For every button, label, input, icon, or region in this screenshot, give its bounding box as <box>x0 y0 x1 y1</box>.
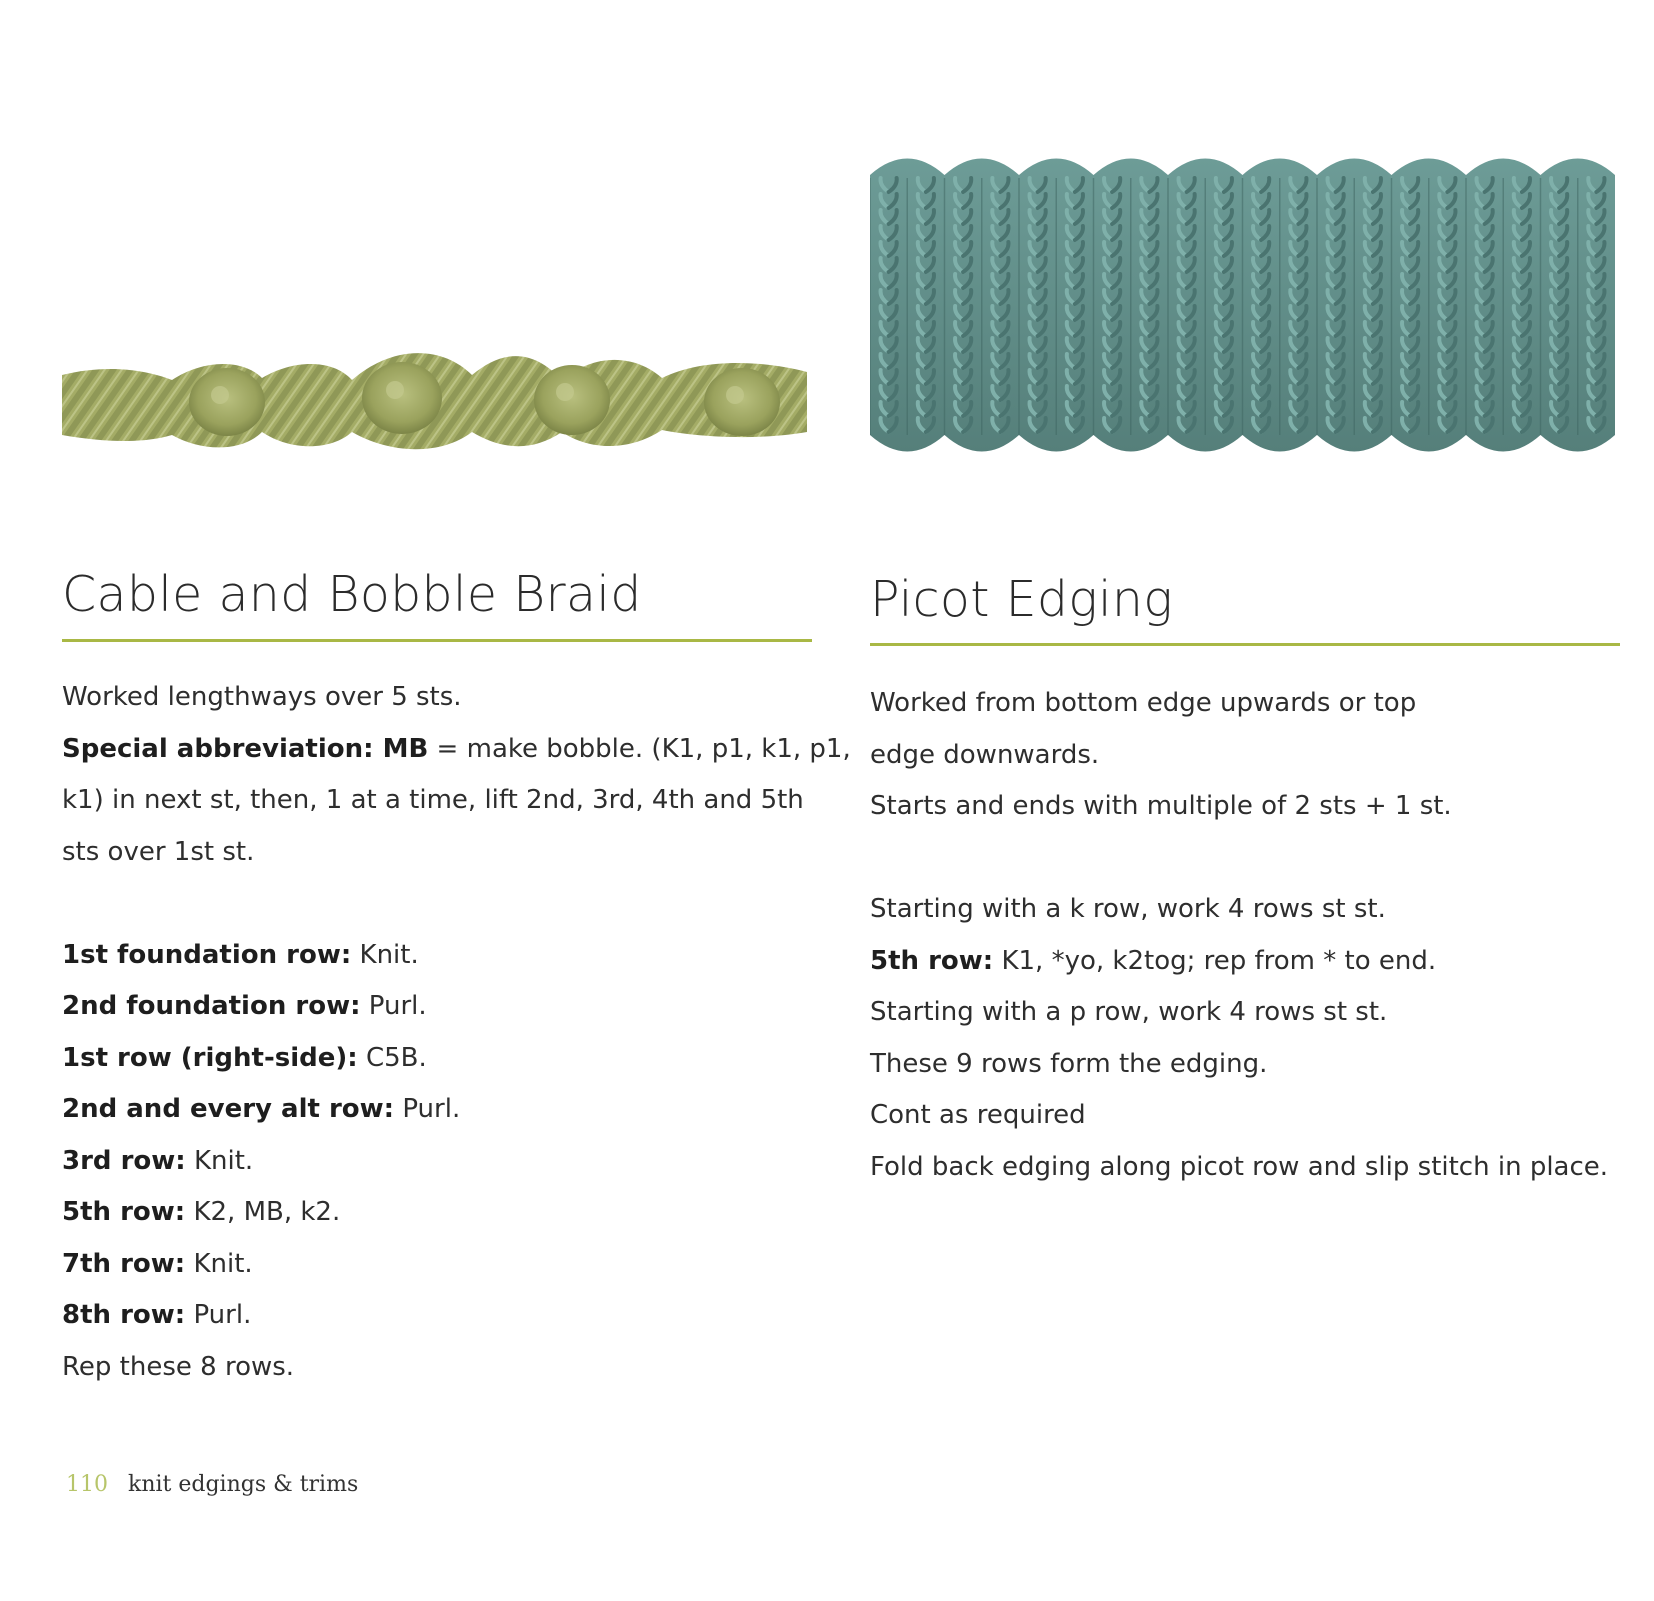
pattern-instructions <box>62 672 851 1393</box>
row-instruction <box>870 1142 1620 1194</box>
page-footer <box>66 1472 358 1497</box>
cable-bobble-braid-swatch-image <box>62 340 807 465</box>
row-text: Knit. <box>185 1145 254 1176</box>
row-text: Knit. <box>185 1248 253 1279</box>
row-label: 5th row: <box>870 945 994 976</box>
intro-line: Worked from bottom edge upwards or top <box>870 688 1417 718</box>
row-instruction <box>62 981 812 1033</box>
row-instruction <box>870 1090 1620 1142</box>
abbreviation-text: = make bobble. (K1, p1, k1, p1, <box>428 733 851 764</box>
row-instruction <box>62 1342 812 1394</box>
row-text: Starting with a k row, work 4 rows st st. <box>870 894 1386 924</box>
row-text: Starting with a p row, work 4 rows st st. <box>870 997 1388 1027</box>
row-text: Purl. <box>394 1094 461 1124</box>
row-label: 8th row: <box>62 1300 186 1330</box>
row-text: C5B. <box>357 1042 427 1073</box>
row-text: K2, MB, k2. <box>185 1197 341 1227</box>
row-label: 5th row: <box>62 1197 186 1227</box>
row-text: These 9 rows form the edging. <box>870 1048 1268 1079</box>
intro-line: edge downwards. <box>870 739 1100 770</box>
row-instruction <box>62 1239 812 1291</box>
row-label: 3rd row: <box>62 1145 186 1176</box>
intro-line <box>62 724 851 776</box>
row-instruction <box>62 930 812 982</box>
pattern-instructions <box>870 678 1620 1193</box>
intro-line: Worked lengthways over 5 sts. <box>62 682 462 712</box>
row-text: Purl. <box>185 1300 252 1330</box>
row-label: 7th row: <box>62 1248 186 1279</box>
picot-edging-section <box>870 150 1620 1193</box>
row-instruction <box>62 1033 812 1085</box>
row-instruction <box>62 1290 812 1342</box>
row-text: Fold back edging along picot row and slip stitch in place. <box>870 1151 1609 1182</box>
page-number: 110 <box>66 1472 108 1497</box>
section-name: knit edgings & trims <box>128 1472 359 1497</box>
row-label: 1st row (right-side): <box>62 1042 358 1073</box>
row-instruction <box>870 936 1620 988</box>
cable-bobble-section <box>62 340 851 1393</box>
row-text: K1, *yo, k2tog; rep from * to end. <box>993 945 1437 976</box>
row-instruction <box>62 1084 812 1136</box>
section-title: Cable and Bobble Braid <box>62 566 642 623</box>
row-text: Cont as required <box>870 1100 1086 1130</box>
row-instruction <box>62 1187 812 1239</box>
row-text: Rep these 8 rows. <box>62 1351 295 1382</box>
row-instruction <box>870 987 1620 1039</box>
abbreviation-label: Special abbreviation: MB <box>62 733 429 764</box>
intro-line: Starts and ends with multiple of 2 sts + 1 st. <box>870 791 1452 821</box>
picot-edging-swatch-image <box>870 150 1615 460</box>
row-text: Knit. <box>351 939 419 970</box>
row-label: 1st foundation row: <box>62 939 352 970</box>
row-label: 2nd foundation row: <box>62 991 361 1021</box>
row-instruction <box>870 884 1620 936</box>
row-label: 2nd and every alt row: <box>62 1094 395 1124</box>
intro-line: sts over 1st st. <box>62 836 255 867</box>
intro-line: k1) in next st, then, 1 at a time, lift 2nd, 3rd, 4th and 5th <box>62 785 804 815</box>
section-title: Picot Edging <box>870 571 1173 628</box>
row-instruction <box>870 1039 1620 1091</box>
row-text: Purl. <box>360 991 427 1021</box>
row-instruction <box>62 1136 812 1188</box>
